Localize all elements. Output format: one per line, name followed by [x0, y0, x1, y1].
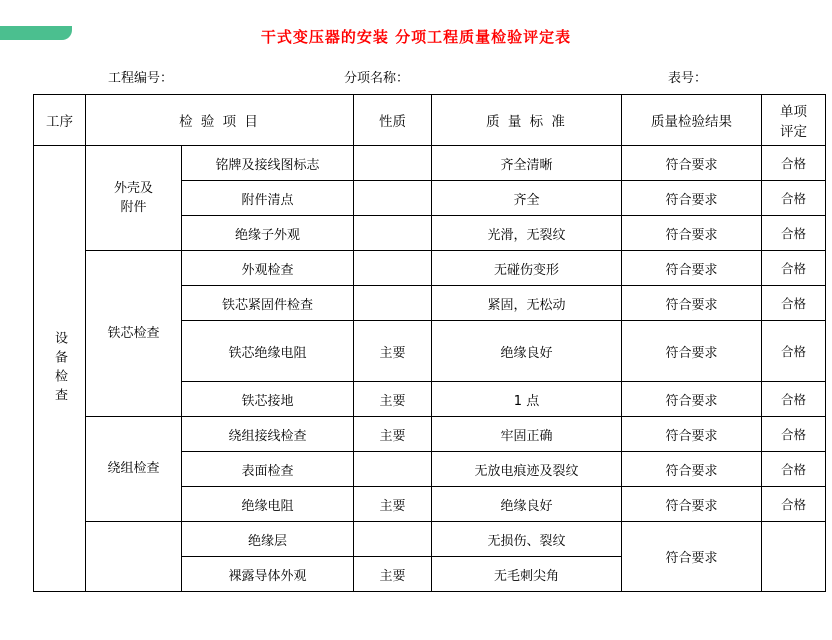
nature-cell: 主要 [354, 417, 432, 452]
item-cell: 铁芯绝缘电阻 [182, 321, 354, 382]
header-process: 工序 [34, 95, 86, 146]
header-standard: 质 量 标 准 [432, 95, 622, 146]
nature-cell [354, 522, 432, 557]
nature-cell [354, 181, 432, 216]
item-cell: 绝缘层 [182, 522, 354, 557]
eval-cell: 合格 [762, 321, 826, 382]
standard-cell: 光滑，无裂纹 [432, 216, 622, 251]
item-cell: 外观检查 [182, 251, 354, 286]
eval-cell: 合格 [762, 382, 826, 417]
standard-cell: 绝缘良好 [432, 321, 622, 382]
item-cell: 绝缘电阻 [182, 487, 354, 522]
nature-cell [354, 146, 432, 181]
standard-cell: 齐全清晰 [432, 146, 622, 181]
result-cell: 符合要求 [622, 146, 762, 181]
item-cell: 裸露导体外观 [182, 557, 354, 592]
nature-cell [354, 251, 432, 286]
eval-cell: 合格 [762, 251, 826, 286]
standard-cell: 无损伤、裂纹 [432, 522, 622, 557]
item-cell: 铁芯紧固件检查 [182, 286, 354, 321]
page-title: 干式变压器的安装 分项工程质量检验评定表 [260, 28, 572, 46]
eval-cell: 合格 [762, 146, 826, 181]
standard-cell: 牢固正确 [432, 417, 622, 452]
table-header-row [34, 95, 826, 146]
meta-form-number: 表号： [668, 71, 708, 86]
table-row [34, 251, 826, 286]
eval-cell: 合格 [762, 417, 826, 452]
nature-cell [354, 286, 432, 321]
header-item: 检 验 项 目 [86, 95, 354, 146]
standard-cell: 绝缘良好 [432, 487, 622, 522]
eval-cell: 合格 [762, 286, 826, 321]
nature-cell: 主要 [354, 382, 432, 417]
result-cell: 符合要求 [622, 417, 762, 452]
nature-cell [354, 216, 432, 251]
table-row [34, 417, 826, 452]
meta-row [0, 67, 832, 86]
result-cell: 符合要求 [622, 452, 762, 487]
eval-cell: 合格 [762, 216, 826, 251]
table-row [34, 522, 826, 557]
item-cell: 附件清点 [182, 181, 354, 216]
process-cell: 设备检查 [34, 146, 86, 592]
eval-cell: 合格 [762, 487, 826, 522]
header-result: 质量检验结果 [622, 95, 762, 146]
result-cell: 符合要求 [622, 522, 762, 592]
quality-inspection-table [33, 94, 826, 592]
group-cell: 铁芯检查 [86, 251, 182, 417]
nature-cell [354, 452, 432, 487]
group-cell: 外壳及 附件 [86, 146, 182, 251]
item-cell: 绝缘子外观 [182, 216, 354, 251]
nature-cell: 主要 [354, 487, 432, 522]
result-cell: 符合要求 [622, 321, 762, 382]
header-evaluation: 单项 评定 [762, 95, 826, 146]
meta-subitem-name: 分项名称： [344, 71, 410, 86]
group-cell: 绕组检查 [86, 417, 182, 522]
nature-cell: 主要 [354, 557, 432, 592]
standard-cell: 无放电痕迹及裂纹 [432, 452, 622, 487]
header-nature: 性质 [354, 95, 432, 146]
result-cell: 符合要求 [622, 216, 762, 251]
standard-cell: 无毛刺尖角 [432, 557, 622, 592]
meta-project-number: 工程编号： [108, 71, 174, 86]
result-cell: 符合要求 [622, 251, 762, 286]
result-cell: 符合要求 [622, 487, 762, 522]
standard-cell: 紧固，无松动 [432, 286, 622, 321]
corner-decoration [0, 26, 72, 40]
item-cell: 铁芯接地 [182, 382, 354, 417]
result-cell: 符合要求 [622, 181, 762, 216]
result-cell: 符合要求 [622, 286, 762, 321]
eval-cell [762, 522, 826, 592]
eval-cell: 合格 [762, 181, 826, 216]
nature-cell: 主要 [354, 321, 432, 382]
eval-cell: 合格 [762, 452, 826, 487]
item-cell: 铭牌及接线图标志 [182, 146, 354, 181]
table-row [34, 146, 826, 181]
item-cell: 绕组接线检查 [182, 417, 354, 452]
standard-cell: 无碰伤变形 [432, 251, 622, 286]
result-cell: 符合要求 [622, 382, 762, 417]
group-cell [86, 522, 182, 592]
standard-cell: 齐全 [432, 181, 622, 216]
standard-cell: 1 点 [432, 382, 622, 417]
item-cell: 表面检查 [182, 452, 354, 487]
